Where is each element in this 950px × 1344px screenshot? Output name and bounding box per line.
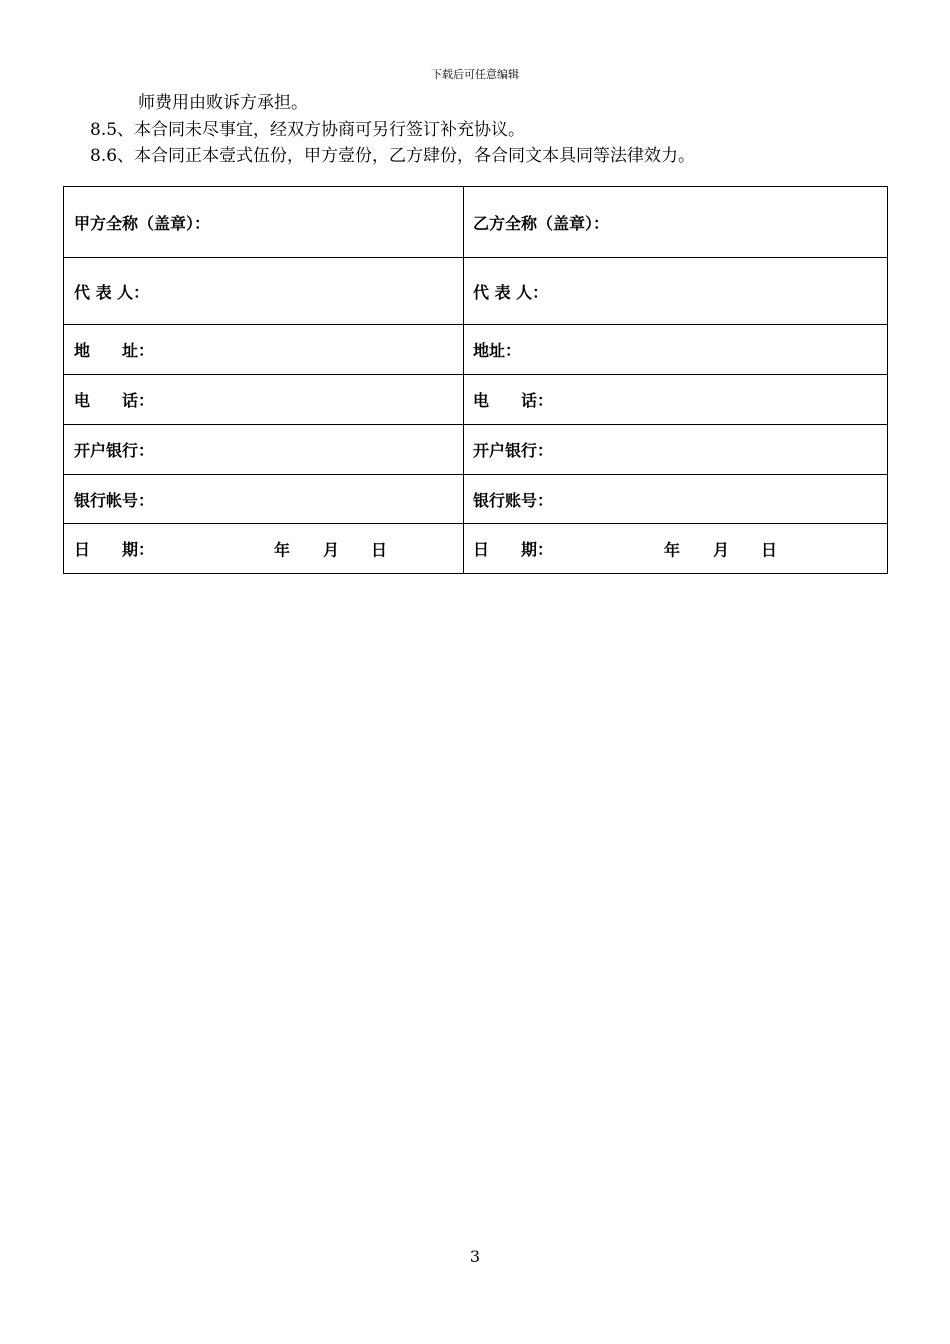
signature-table [63, 186, 888, 574]
party-b-representative-label: 代 表 人： [464, 258, 888, 325]
table-row [64, 325, 888, 375]
table-row [64, 475, 888, 524]
party-b-day-label: 日 [761, 540, 778, 559]
party-b-name-label: 乙方全称（盖章）： [464, 187, 888, 258]
party-b-date-label: 日 期： [473, 540, 554, 559]
party-b-phone-label: 电 话： [464, 375, 888, 425]
party-a-date-label: 日 期： [74, 540, 155, 559]
page-number: 3 [469, 1247, 481, 1266]
party-a-month-label: 月 [323, 540, 340, 559]
party-b-year-label: 年 [664, 540, 681, 559]
party-a-date-cell [64, 524, 464, 574]
table-row [64, 187, 888, 258]
table-row [64, 524, 888, 574]
party-b-bank-label: 开户银行： [464, 425, 888, 475]
table-row [64, 375, 888, 425]
party-b-address-label: 地址： [464, 325, 888, 375]
party-a-account-label: 银行帐号： [64, 475, 464, 524]
party-a-day-label: 日 [371, 540, 388, 559]
party-a-year-label: 年 [274, 540, 291, 559]
party-a-representative-label: 代 表 人： [64, 258, 464, 325]
party-a-name-label: 甲方全称（盖章）： [64, 187, 464, 258]
body-line-clause-8-5: 8.5、本合同未尽事宜，经双方协商可另行签订补充协议。 [90, 120, 526, 140]
table-row [64, 258, 888, 325]
party-b-account-label: 银行账号： [464, 475, 888, 524]
party-a-address-label: 地 址： [64, 325, 464, 375]
body-line-1: 师费用由败诉方承担。 [138, 93, 308, 113]
party-b-date-cell [464, 524, 888, 574]
party-a-bank-label: 开户银行： [64, 425, 464, 475]
party-a-phone-label: 电 话： [64, 375, 464, 425]
party-b-month-label: 月 [713, 540, 730, 559]
body-line-clause-8-6: 8.6、本合同正本壹式伍份，甲方壹份，乙方肆份，各合同文本具同等法律效力。 [90, 146, 696, 166]
page-header-note: 下载后可任意编辑 [431, 68, 519, 81]
table-row [64, 425, 888, 475]
